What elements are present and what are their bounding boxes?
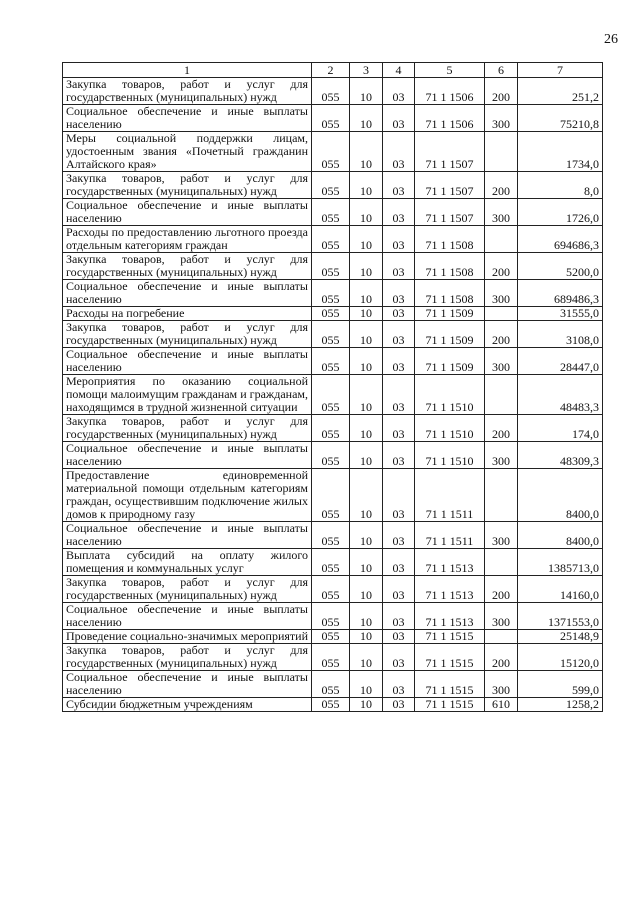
expense-type-code: 610 — [485, 698, 518, 712]
table-row — [63, 105, 603, 132]
amount: 599,0 — [518, 671, 603, 698]
expense-type-code: 300 — [485, 442, 518, 469]
amount: 28447,0 — [518, 348, 603, 375]
row-description: Социальное обеспечение и иные выплаты населению — [63, 671, 312, 698]
table-row — [63, 307, 603, 321]
expense-type-code: 200 — [485, 253, 518, 280]
row-description: Социальное обеспечение и иные выплаты населению — [63, 522, 312, 549]
admin-code: 055 — [312, 375, 350, 415]
subsection-code: 03 — [383, 442, 415, 469]
table-row — [63, 469, 603, 522]
table-row — [63, 375, 603, 415]
subsection-code: 03 — [383, 576, 415, 603]
row-description: Закупка товаров, работ и услуг для государственных (муниципальных) нужд — [63, 78, 312, 105]
section-code: 10 — [350, 348, 383, 375]
table-row — [63, 348, 603, 375]
expense-type-code: 300 — [485, 522, 518, 549]
table-row — [63, 576, 603, 603]
admin-code: 055 — [312, 348, 350, 375]
target-article-code: 71 1 1515 — [415, 644, 485, 671]
section-code: 10 — [350, 307, 383, 321]
expense-type-code: 200 — [485, 78, 518, 105]
amount: 174,0 — [518, 415, 603, 442]
row-description: Социальное обеспечение и иные выплаты населению — [63, 199, 312, 226]
admin-code: 055 — [312, 199, 350, 226]
table-row — [63, 630, 603, 644]
table-row — [63, 603, 603, 630]
table-row — [63, 132, 603, 172]
row-description: Социальное обеспечение и иные выплаты населению — [63, 280, 312, 307]
section-code: 10 — [350, 172, 383, 199]
admin-code: 055 — [312, 226, 350, 253]
subsection-code: 03 — [383, 199, 415, 226]
table-row — [63, 226, 603, 253]
table-row — [63, 253, 603, 280]
subsection-code: 03 — [383, 78, 415, 105]
admin-code: 055 — [312, 172, 350, 199]
subsection-code: 03 — [383, 321, 415, 348]
amount: 3108,0 — [518, 321, 603, 348]
row-description: Расходы по предоставлению льготного проезда отдельным категориям граждан — [63, 226, 312, 253]
table-row — [63, 321, 603, 348]
subsection-code: 03 — [383, 671, 415, 698]
subsection-code: 03 — [383, 105, 415, 132]
row-description: Закупка товаров, работ и услуг для государственных (муниципальных) нужд — [63, 415, 312, 442]
table-header-row — [63, 63, 603, 78]
row-description: Социальное обеспечение и иные выплаты населению — [63, 603, 312, 630]
section-code: 10 — [350, 671, 383, 698]
target-article-code: 71 1 1510 — [415, 375, 485, 415]
expense-type-code — [485, 307, 518, 321]
amount: 1734,0 — [518, 132, 603, 172]
budget-table — [62, 62, 603, 712]
target-article-code: 71 1 1515 — [415, 671, 485, 698]
amount: 8400,0 — [518, 469, 603, 522]
subsection-code: 03 — [383, 415, 415, 442]
table-row — [63, 415, 603, 442]
admin-code: 055 — [312, 442, 350, 469]
subsection-code: 03 — [383, 549, 415, 576]
column-header: 2 — [312, 63, 350, 78]
subsection-code: 03 — [383, 348, 415, 375]
target-article-code: 71 1 1513 — [415, 603, 485, 630]
section-code: 10 — [350, 375, 383, 415]
section-code: 10 — [350, 321, 383, 348]
amount: 689486,3 — [518, 280, 603, 307]
amount: 251,2 — [518, 78, 603, 105]
row-description: Социальное обеспечение и иные выплаты населению — [63, 348, 312, 375]
amount: 75210,8 — [518, 105, 603, 132]
target-article-code: 71 1 1510 — [415, 415, 485, 442]
amount: 15120,0 — [518, 644, 603, 671]
section-code: 10 — [350, 549, 383, 576]
admin-code: 055 — [312, 280, 350, 307]
target-article-code: 71 1 1507 — [415, 132, 485, 172]
target-article-code: 71 1 1510 — [415, 442, 485, 469]
expense-type-code — [485, 549, 518, 576]
subsection-code: 03 — [383, 172, 415, 199]
section-code: 10 — [350, 199, 383, 226]
target-article-code: 71 1 1511 — [415, 469, 485, 522]
column-header: 1 — [63, 63, 312, 78]
target-article-code: 71 1 1511 — [415, 522, 485, 549]
section-code: 10 — [350, 132, 383, 172]
row-description: Мероприятия по оказанию социальной помощи малоимущим гражданам и гражданам, находящимся в трудной жизненной ситуации — [63, 375, 312, 415]
subsection-code: 03 — [383, 307, 415, 321]
row-description: Выплата субсидий на оплату жилого помещения и коммунальных услуг — [63, 549, 312, 576]
admin-code: 055 — [312, 78, 350, 105]
page-number: 26 — [604, 32, 618, 47]
amount: 1258,2 — [518, 698, 603, 712]
target-article-code: 71 1 1507 — [415, 172, 485, 199]
admin-code: 055 — [312, 321, 350, 348]
section-code: 10 — [350, 576, 383, 603]
section-code: 10 — [350, 253, 383, 280]
admin-code: 055 — [312, 415, 350, 442]
section-code: 10 — [350, 603, 383, 630]
section-code: 10 — [350, 698, 383, 712]
admin-code: 055 — [312, 671, 350, 698]
column-header: 6 — [485, 63, 518, 78]
admin-code: 055 — [312, 576, 350, 603]
target-article-code: 71 1 1506 — [415, 78, 485, 105]
admin-code: 055 — [312, 253, 350, 280]
target-article-code: 71 1 1509 — [415, 321, 485, 348]
section-code: 10 — [350, 630, 383, 644]
row-description: Закупка товаров, работ и услуг для государственных (муниципальных) нужд — [63, 172, 312, 199]
section-code: 10 — [350, 442, 383, 469]
amount: 1726,0 — [518, 199, 603, 226]
table-row — [63, 549, 603, 576]
target-article-code: 71 1 1508 — [415, 253, 485, 280]
target-article-code: 71 1 1509 — [415, 307, 485, 321]
column-header: 5 — [415, 63, 485, 78]
amount: 14160,0 — [518, 576, 603, 603]
row-description: Закупка товаров, работ и услуг для государственных (муниципальных) нужд — [63, 576, 312, 603]
expense-type-code: 300 — [485, 199, 518, 226]
section-code: 10 — [350, 644, 383, 671]
subsection-code: 03 — [383, 375, 415, 415]
admin-code: 055 — [312, 469, 350, 522]
target-article-code: 71 1 1513 — [415, 549, 485, 576]
expense-type-code: 300 — [485, 280, 518, 307]
section-code: 10 — [350, 226, 383, 253]
row-description: Социальное обеспечение и иные выплаты населению — [63, 105, 312, 132]
target-article-code: 71 1 1507 — [415, 199, 485, 226]
table-row — [63, 522, 603, 549]
row-description: Проведение социально-значимых мероприятий — [63, 630, 312, 644]
subsection-code: 03 — [383, 698, 415, 712]
column-header: 7 — [518, 63, 603, 78]
expense-type-code — [485, 630, 518, 644]
table-row — [63, 199, 603, 226]
subsection-code: 03 — [383, 226, 415, 253]
target-article-code: 71 1 1509 — [415, 348, 485, 375]
admin-code: 055 — [312, 105, 350, 132]
table-row — [63, 671, 603, 698]
admin-code: 055 — [312, 644, 350, 671]
section-code: 10 — [350, 105, 383, 132]
row-description: Социальное обеспечение и иные выплаты населению — [63, 442, 312, 469]
admin-code: 055 — [312, 698, 350, 712]
section-code: 10 — [350, 78, 383, 105]
amount: 5200,0 — [518, 253, 603, 280]
row-description: Расходы на погребение — [63, 307, 312, 321]
amount: 8400,0 — [518, 522, 603, 549]
target-article-code: 71 1 1513 — [415, 576, 485, 603]
column-header: 3 — [350, 63, 383, 78]
table-row — [63, 698, 603, 712]
expense-type-code: 300 — [485, 603, 518, 630]
amount: 25148,9 — [518, 630, 603, 644]
row-description: Закупка товаров, работ и услуг для государственных (муниципальных) нужд — [63, 253, 312, 280]
subsection-code: 03 — [383, 253, 415, 280]
column-header: 4 — [383, 63, 415, 78]
expense-type-code — [485, 132, 518, 172]
expense-type-code: 200 — [485, 576, 518, 603]
table-row — [63, 78, 603, 105]
admin-code: 055 — [312, 549, 350, 576]
admin-code: 055 — [312, 630, 350, 644]
expense-type-code — [485, 375, 518, 415]
admin-code: 055 — [312, 603, 350, 630]
target-article-code: 71 1 1506 — [415, 105, 485, 132]
admin-code: 055 — [312, 132, 350, 172]
expense-type-code: 300 — [485, 105, 518, 132]
expense-type-code: 200 — [485, 415, 518, 442]
expense-type-code: 300 — [485, 348, 518, 375]
table-row — [63, 644, 603, 671]
amount: 694686,3 — [518, 226, 603, 253]
expense-type-code: 200 — [485, 644, 518, 671]
expense-type-code — [485, 226, 518, 253]
subsection-code: 03 — [383, 603, 415, 630]
expense-type-code: 200 — [485, 321, 518, 348]
section-code: 10 — [350, 415, 383, 442]
row-description: Закупка товаров, работ и услуг для государственных (муниципальных) нужд — [63, 644, 312, 671]
section-code: 10 — [350, 522, 383, 549]
subsection-code: 03 — [383, 132, 415, 172]
target-article-code: 71 1 1515 — [415, 698, 485, 712]
section-code: 10 — [350, 469, 383, 522]
amount: 1371553,0 — [518, 603, 603, 630]
row-description: Предоставление единовременной материальной помощи отдельным категориям граждан, осуществившим подключение жилых домов к природному газу — [63, 469, 312, 522]
table-row — [63, 442, 603, 469]
row-description: Субсидии бюджетным учреждениям — [63, 698, 312, 712]
subsection-code: 03 — [383, 469, 415, 522]
target-article-code: 71 1 1515 — [415, 630, 485, 644]
admin-code: 055 — [312, 307, 350, 321]
section-code: 10 — [350, 280, 383, 307]
target-article-code: 71 1 1508 — [415, 226, 485, 253]
row-description: Меры социальной поддержки лицам, удостоенным звания «Почетный гражданин Алтайского края» — [63, 132, 312, 172]
subsection-code: 03 — [383, 644, 415, 671]
amount: 48483,3 — [518, 375, 603, 415]
amount: 48309,3 — [518, 442, 603, 469]
row-description: Закупка товаров, работ и услуг для государственных (муниципальных) нужд — [63, 321, 312, 348]
target-article-code: 71 1 1508 — [415, 280, 485, 307]
amount: 1385713,0 — [518, 549, 603, 576]
subsection-code: 03 — [383, 280, 415, 307]
expense-type-code: 200 — [485, 172, 518, 199]
table-row — [63, 280, 603, 307]
expense-type-code: 300 — [485, 671, 518, 698]
table-row — [63, 172, 603, 199]
amount: 31555,0 — [518, 307, 603, 321]
subsection-code: 03 — [383, 630, 415, 644]
amount: 8,0 — [518, 172, 603, 199]
expense-type-code — [485, 469, 518, 522]
admin-code: 055 — [312, 522, 350, 549]
subsection-code: 03 — [383, 522, 415, 549]
